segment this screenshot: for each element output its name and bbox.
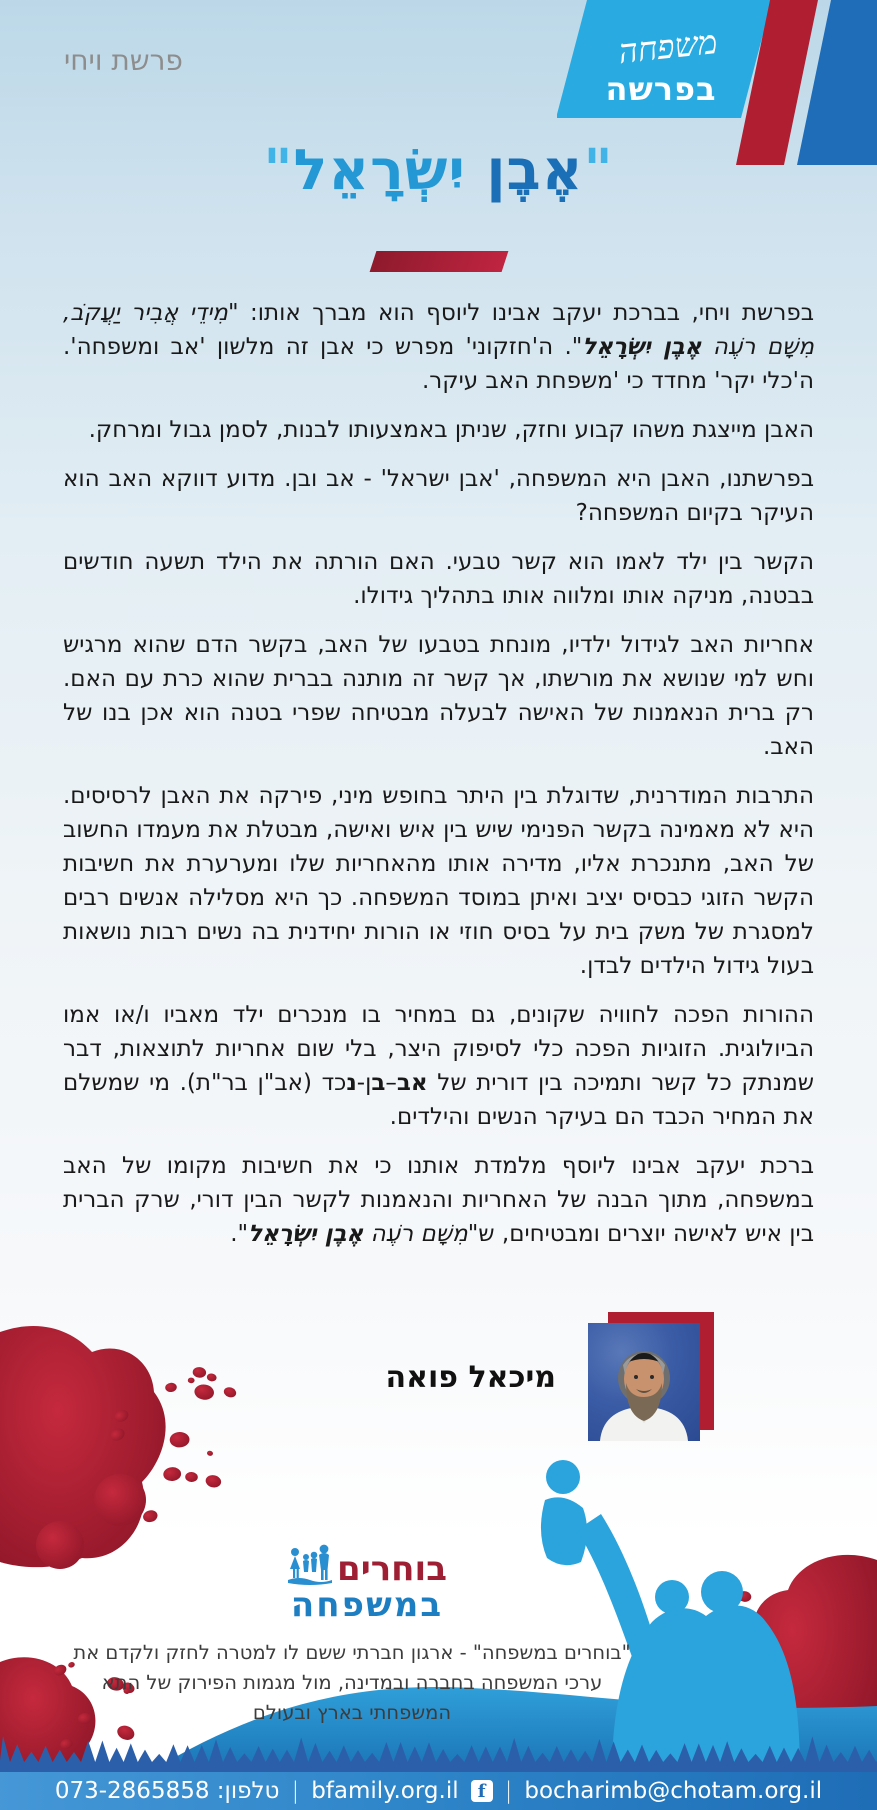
paragraph: התרבות המודרנית, שדוגלת בין היתר בחופש מיני, פירקה את האבן לרסיסים. היא לא מאמינה בקשר הפנימי שיש בין איש ואישה, מבטלת את מעמדו החשוב של האב, מתנכרת אליו, מדירה אותו מהאחריות שלו ומערערת את חשיבות הקשר הזוגי כבסיס יציב ואיתן במוסד המשפחה. כך היא מסלילה אנשים רבים למסגרת של משק בית על בסיס חוזי או הורות יחידנית בה נשים רבות נושאות בעול גידול הילדים לבדן. [63, 783, 814, 979]
footer-email-link[interactable]: bocharimb@chotam.org.il [524, 1778, 823, 1804]
footer-website-link[interactable]: bfamily.org.il [311, 1778, 459, 1804]
org-logo-word-top: בוחרים [337, 1549, 447, 1589]
logo-script-word: משפחה [616, 21, 720, 72]
article-body [63, 296, 814, 1266]
author-name: מיכאל פואה [385, 1360, 556, 1395]
title-open-quote: " [583, 138, 614, 203]
title-word-even: אֶבֶן [486, 138, 584, 203]
footer-phone: 073-2865858 :טלפון [54, 1778, 280, 1804]
family-icon [287, 1542, 333, 1586]
paragraph: האבן מייצגת משהו קבוע וחזק, שניתן באמצעותו לבנות, לסמן גבול ומרחק. [88, 417, 814, 443]
title-close-quote: " [263, 138, 294, 203]
org-logo-word-bottom: במשפחה [290, 1585, 444, 1625]
title-word-israel: יִשְׂרָאֵל [293, 138, 466, 203]
footer-separator: | [291, 1778, 300, 1804]
paragraph: ברכת יעקב אבינו ליוסף מלמדת אותנו כי את חשיבות מקומו של האב במשפחה, מתוך הבנה של האחריות והנאמנות לקשר הבין דורי, שרק הברית בין איש לאישה יוצרים ומבטיחים, ש"מִשָּׁם רֹעֶה אֶבֶן יִשְׂרָאֵל". [63, 1153, 814, 1247]
org-logo [258, 1542, 476, 1624]
left-tree-illustration [0, 1326, 238, 1569]
footer-separator: | [504, 1778, 513, 1804]
paragraph: ההורות הפכה לחוויה שקונים, גם במחיר בו מנכרים ילד מאביו ו/או אמו הביולוגית. הזוגיות הפכה כלי לסיפוק היצר, בלי שום אחריות לתוצאות, דבר שמנתק כל קשר ותמיכה בין דורית של אב–בן-נכד (אב"ן בר"ת). מי שמשלם את המחיר הכבד הם בעיקר הנשים והילדים. [63, 1002, 814, 1130]
parsha-label: פרשת ויחי [64, 44, 183, 77]
facebook-icon[interactable]: f [471, 1780, 493, 1802]
logo-bold-word: בפרשה [605, 70, 717, 108]
paragraph: הקשר בין ילד לאמו הוא קשר טבעי. האם הורתה את הילד תשעה חודשים בבטנה, מניקה אותו ומלווה אותו בתהליך גידולו. [63, 549, 814, 609]
footer-bar [0, 1772, 877, 1810]
paragraph: אחריות האב לגידול ילדיו, מונחת בטבעו של האב, בקשר הדם שהוא מרגיש וחש למי שנושא את מורשתו, אך קשר זה מותנה בברית שהוא כרת עם האם. רק ברית הנאמנות של האישה לבעלה מבטיחה שפרי בטנה הוא אכן בנו של האב. [63, 632, 814, 760]
paragraph: בפרשת ויחי, בברכת יעקב אבינו ליוסף הוא מברך אותו: "מִידֵי אֲבִיר יַעֲקֹב, מִשָּׁם רֹעֶה אֶבֶן יִשְׂרָאֵל". ה'חזקוני' מפרש כי אבן זה מלשון 'אב ומשפחה'. ה'כלי יקר' מחדד כי 'משפחת האב עיקר. [63, 300, 814, 394]
title-divider [369, 251, 508, 272]
page-title [0, 138, 877, 203]
paragraph: בפרשתנו, האבן היא המשפחה, 'אבן ישראל' - אב ובן. מדוע דווקא האב הוא העיקר בקיום המשפחה? [63, 466, 814, 526]
org-description: "בוחרים במשפחה" - ארגון חברתי ששם לו למטרה לחזק ולקדם את ערכי המשפחה בחברה ובמדינה, מול מגמות הפירוק של התא המשפחתי בארץ ובעולם [73, 1641, 631, 1724]
